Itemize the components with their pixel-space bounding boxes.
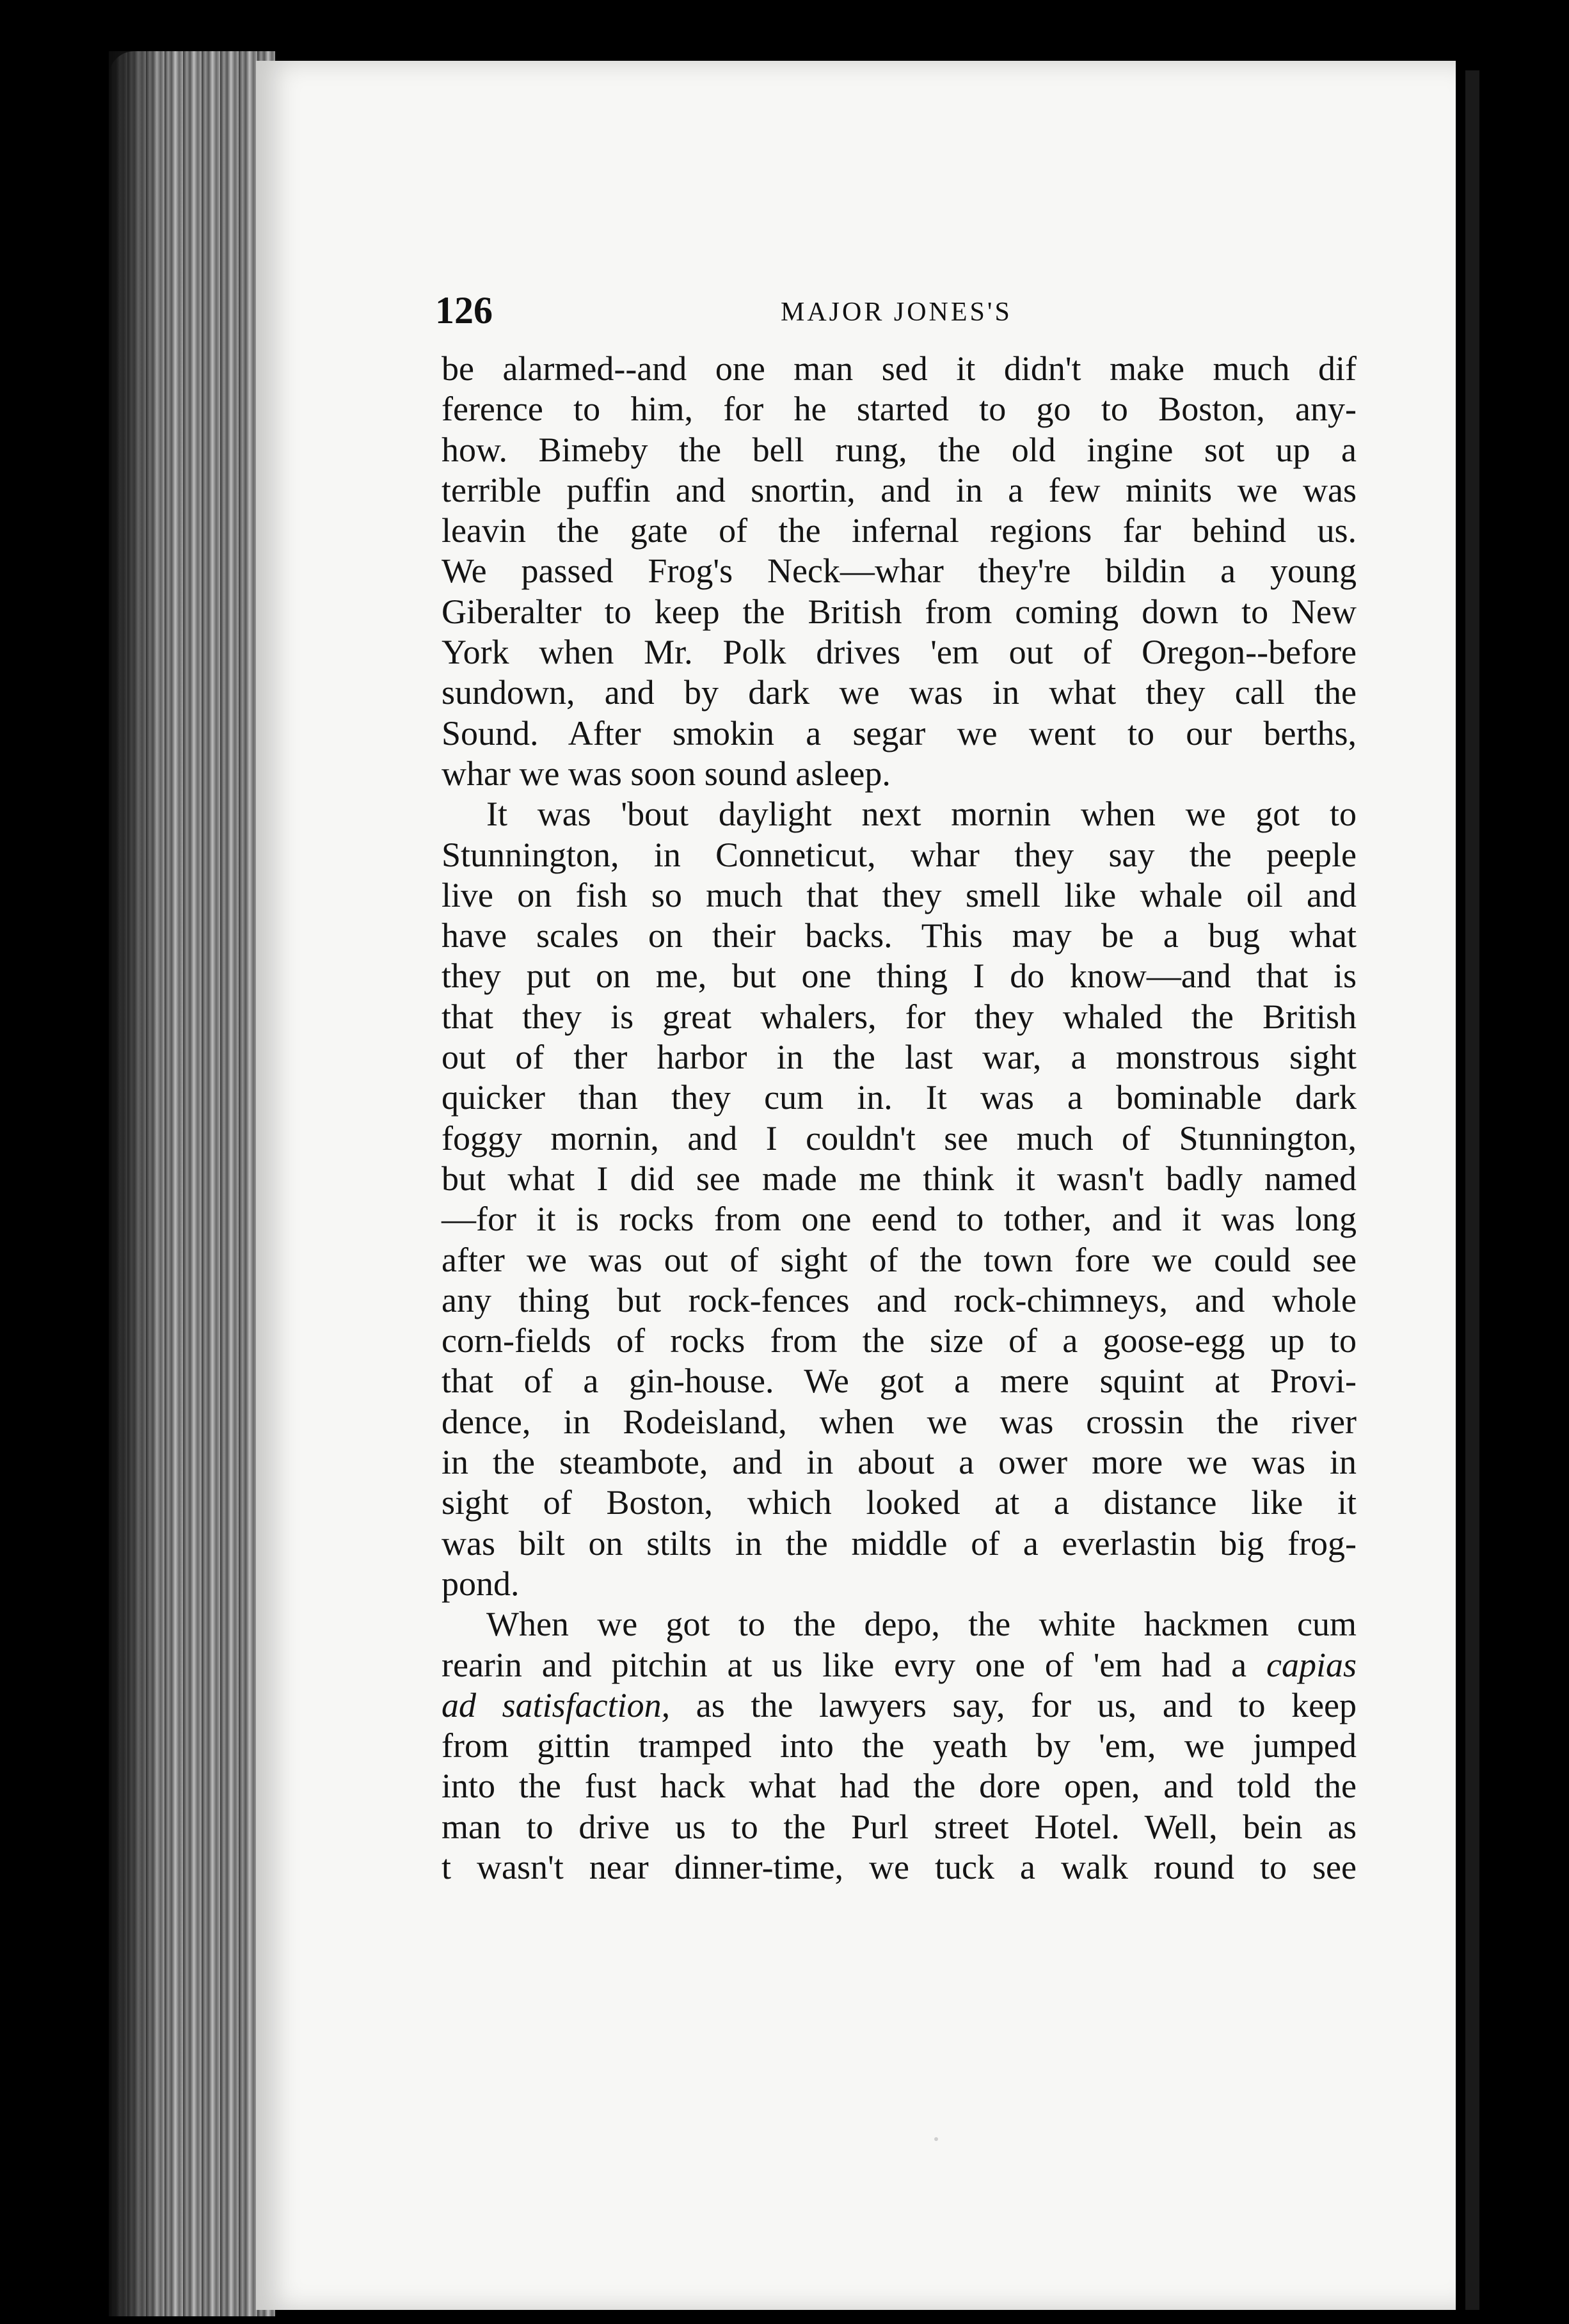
text-line	[442, 1645, 1357, 1685]
text-line: We passed Frog's Neck—whar they're bildin a young	[442, 552, 1357, 591]
text-line: how. Bimeby the bell rung, the old ingine sot up a	[442, 430, 1357, 469]
text-line: dence, in Rodeisland, when we was crossin the river	[442, 1402, 1357, 1441]
text-line: Sound. After smokin a segar we went to our berths,	[442, 713, 1357, 752]
text-line: live on fish so much that they smell like whale oil and	[442, 875, 1357, 914]
text-line: —for it is rocks from one eend to tother, and it was long	[442, 1200, 1357, 1239]
text-line: t wasn't near dinner-time, we tuck a walk round to see	[442, 1847, 1357, 1886]
text-line	[442, 1685, 1357, 1726]
text-line: leavin the gate of the infernal regions far behind us.	[442, 511, 1357, 550]
text-line: whar we was soon sound asleep.	[442, 754, 891, 793]
text-line: Stunnington, in Conneticut, whar they say the peeple	[442, 835, 1357, 874]
text-line: be alarmed--and one man sed it didn't make much dif	[442, 349, 1357, 388]
page-number: 126	[435, 289, 493, 331]
text-line: foggy mornin, and I couldn't see much of Stunnington,	[442, 1118, 1357, 1158]
text-line: sundown, and by dark we was in what they call the	[442, 673, 1357, 712]
body-text	[442, 349, 1357, 1888]
text-line: It was 'bout daylight next mornin when we got to	[486, 795, 1357, 834]
italic-run: ad satisfaction,	[442, 1685, 671, 1724]
paper-speck	[934, 2137, 938, 2141]
fore-edge-shadow	[109, 51, 166, 2316]
text-line: any thing but rock-fences and rock-chimneys, and whole	[442, 1280, 1357, 1319]
text-line: after we was out of sight of the town fore we could see	[442, 1240, 1357, 1279]
text-line: but what I did see made me think it wasn't badly named	[442, 1159, 1357, 1198]
text-line: sight of Boston, which looked at a distance like it	[442, 1483, 1357, 1522]
text-line: man to drive us to the Purl street Hotel. Well, bein as	[442, 1807, 1357, 1846]
running-head-title: MAJOR JONES'S	[781, 298, 1012, 327]
text-line: Giberalter to keep the British from coming down to New	[442, 592, 1357, 631]
text-line: ference to him, for he started to go to Boston, any-	[442, 390, 1357, 429]
text-line: that they is great whalers, for they whaled the British	[442, 997, 1357, 1036]
text-run: rearin and pitchin at us like evry one of 'em had a	[442, 1645, 1266, 1684]
text-line: out of ther harbor in the last war, a monstrous sight	[442, 1038, 1357, 1077]
running-head	[435, 285, 1382, 336]
text-line: into the fust hack what had the dore open, and told the	[442, 1767, 1357, 1806]
text-line: corn-fields of rocks from the size of a goose-egg up to	[442, 1321, 1357, 1360]
text-line: have scales on their backs. This may be a bug what	[442, 916, 1357, 955]
page-gutter-edge	[1465, 70, 1479, 2310]
text-line: in the steambote, and in about a ower more we was in	[442, 1443, 1357, 1482]
text-run: as the lawyers say, for us, and to keep	[670, 1685, 1357, 1724]
text-line: terrible puffin and snortin, and in a few minits we was	[442, 470, 1357, 509]
text-line: they put on me, but one thing I do know—and that is	[442, 957, 1357, 996]
text-line: When we got to the depo, the white hackmen cum	[486, 1605, 1357, 1644]
text-line: York when Mr. Polk drives 'em out of Oregon--before	[442, 633, 1357, 672]
text-line: was bilt on stilts in the middle of a everlastin big frog-	[442, 1524, 1357, 1563]
text-line: from gittin tramped into the yeath by 'em, we jumped	[442, 1726, 1357, 1765]
text-line: that of a gin-house. We got a mere squint at Provi-	[442, 1362, 1357, 1401]
scan-background-right	[1479, 0, 1569, 2324]
italic-run: capias	[1266, 1645, 1357, 1684]
text-line: quicker than they cum in. It was a bominable dark	[442, 1078, 1357, 1117]
text-line: pond.	[442, 1564, 520, 1603]
